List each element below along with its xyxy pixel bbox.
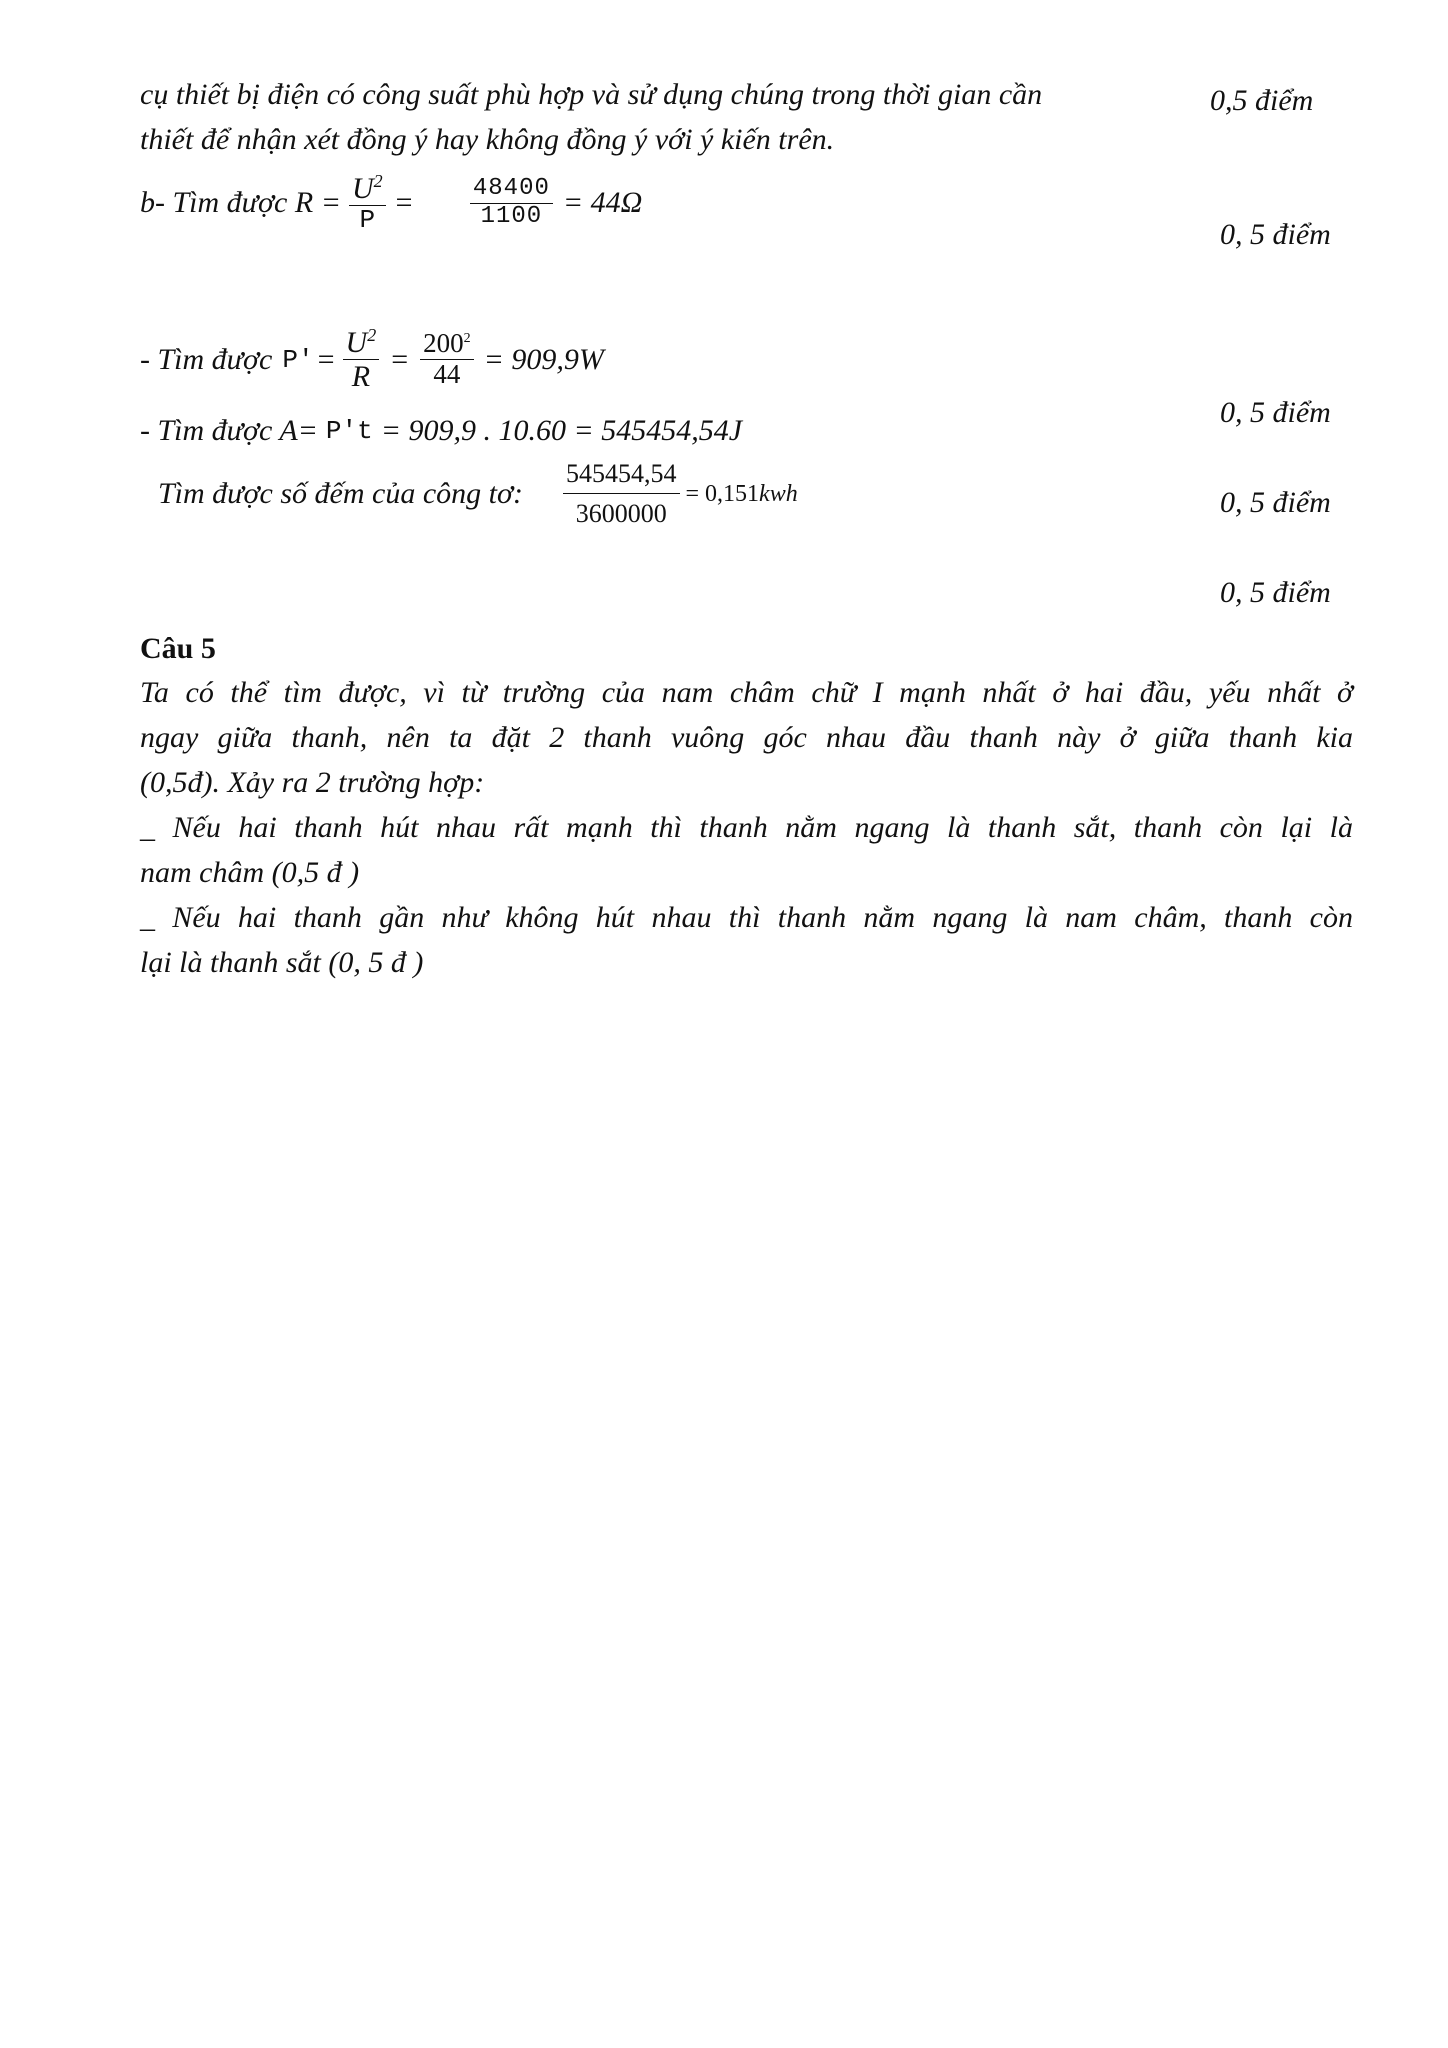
- question-5-paragraph-3: [140, 895, 1353, 985]
- score-2: 0, 5 điểm: [1220, 218, 1331, 251]
- p-prime-fraction-1: [343, 326, 380, 393]
- p-prime-formula: [140, 326, 604, 393]
- p-prime-eq2: =: [391, 342, 409, 376]
- meter-count-fraction: [563, 460, 680, 528]
- p-prime-prefix: - Tìm được: [140, 342, 273, 376]
- question-5-paragraph-1: [140, 670, 1353, 805]
- p-prime-frac1-num: U: [345, 326, 368, 359]
- part-b-formula: [140, 172, 642, 235]
- intro-line-2: thiết để nhận xét đồng ý hay không đồng ý với ý kiến trên.: [140, 123, 835, 156]
- meter-count-unit: kwh: [759, 480, 798, 507]
- energy-result: = 909,9 . 10.60 = 545454,54J: [380, 414, 743, 447]
- p-prime-var: P': [282, 344, 314, 375]
- part-b-fraction-2: [470, 176, 553, 230]
- energy-prefix: - Tìm được A=: [140, 414, 318, 447]
- part-b-prefix: b- Tìm được R =: [140, 186, 341, 220]
- part-b-frac1-sup: 2: [373, 171, 383, 191]
- meter-count-eq: = 0,151: [685, 480, 760, 507]
- score-3: 0, 5 điểm: [1220, 396, 1331, 429]
- p-prime-frac1-den: R: [343, 359, 380, 393]
- meter-count-frac-den: 3600000: [563, 493, 680, 529]
- paragraph-1-line-1: Ta có thể tìm được, vì từ trường của nam châm chữ I mạnh nhất ở hai đầu, yếu nhất ở: [140, 676, 1353, 709]
- energy-var: P't: [325, 416, 373, 446]
- paragraph-2-line-2: nam châm (0,5 đ ): [140, 856, 360, 889]
- paragraph-3-line-1: _ Nếu hai thanh gần như không hút nhau thì thanh nằm ngang là nam châm, thanh còn: [140, 901, 1353, 934]
- part-b-eq1: =: [393, 186, 414, 220]
- part-b-fraction-1: [349, 172, 386, 235]
- p-prime-frac2-num: 200: [423, 328, 464, 359]
- p-prime-frac2-den: 44: [420, 359, 474, 390]
- intro-line-1: cụ thiết bị điện có công suất phù hợp và sử dụng chúng trong thời gian cần: [140, 78, 1043, 111]
- part-b-result: = 44Ω: [562, 186, 643, 220]
- paragraph-2-line-1: _ Nếu hai thanh hút nhau rất mạnh thì thanh nằm ngang là thanh sắt, thanh còn lại là: [140, 811, 1353, 844]
- part-b-frac2-den: 1100: [470, 203, 553, 230]
- question-5-heading: Câu 5: [140, 632, 216, 665]
- paragraph-1-line-2: ngay giữa thanh, nên ta đặt 2 thanh vuông góc nhau đầu thanh này ở giữa thanh kia: [140, 721, 1353, 754]
- energy-formula: [140, 414, 742, 448]
- paragraph-1-line-3: (0,5đ). Xảy ra 2 trường hợp:: [140, 766, 485, 799]
- meter-count-prefix: Tìm được số đếm của công tơ:: [158, 477, 523, 511]
- p-prime-fraction-2: [420, 329, 474, 389]
- meter-count-formula: [158, 460, 798, 528]
- score-4: 0, 5 điểm: [1220, 486, 1331, 519]
- paragraph-3-line-2: lại là thanh sắt (0, 5 đ ): [140, 946, 424, 979]
- p-prime-eq1: =: [317, 342, 335, 376]
- p-prime-result: = 909,9W: [483, 342, 604, 376]
- score-1: 0,5 điểm: [1210, 84, 1314, 117]
- part-b-frac1-den: P: [349, 205, 386, 235]
- question-5-paragraph-2: [140, 805, 1353, 895]
- p-prime-frac1-sup: 2: [367, 325, 377, 345]
- meter-count-frac-num: 545454,54: [566, 459, 677, 488]
- part-b-frac2-num: 48400: [472, 175, 550, 203]
- p-prime-frac2-sup: 2: [463, 331, 471, 347]
- part-b-frac1-num: U: [351, 172, 374, 205]
- score-5: 0, 5 điểm: [1220, 576, 1331, 609]
